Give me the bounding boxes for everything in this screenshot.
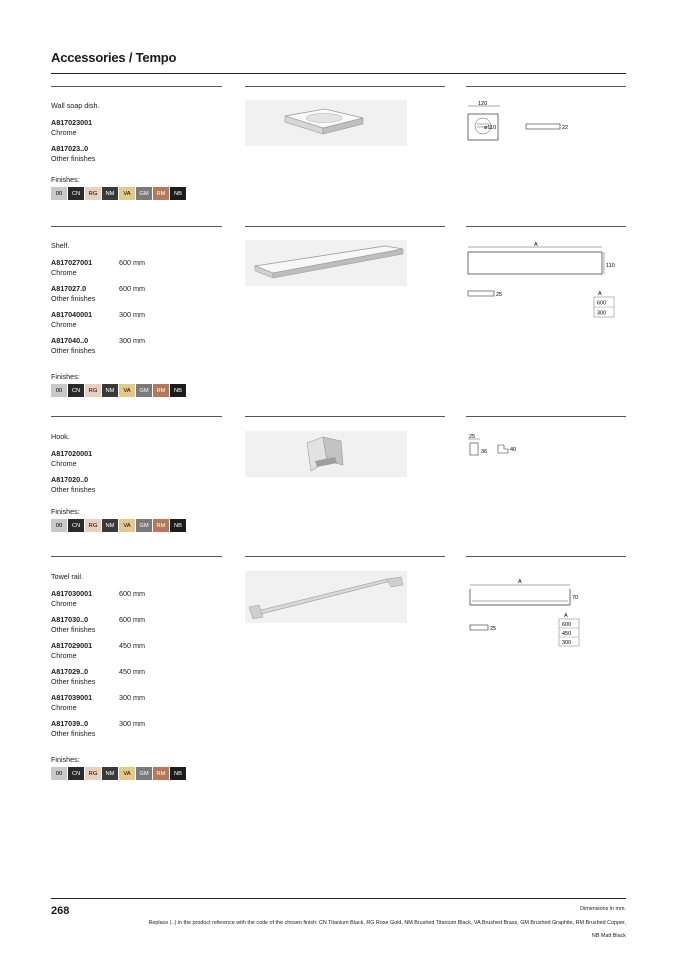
finish-swatch-nm: NM — [102, 384, 118, 397]
product-size: 300 mm — [119, 693, 145, 702]
product-size: 600 mm — [119, 589, 145, 598]
product-code: A817030001 — [51, 589, 93, 598]
dim-depth: 40 — [510, 447, 517, 453]
product-size: 300 mm — [119, 719, 145, 728]
dim-height: 70 — [572, 595, 579, 601]
finish-swatch-cn: CN — [68, 187, 84, 200]
product-row — [51, 615, 231, 641]
dim-width: 25 — [469, 434, 476, 440]
finish-note — [66, 917, 626, 943]
section-rule — [51, 226, 222, 227]
finish-swatch-00: 00 — [51, 187, 67, 200]
product-row — [51, 589, 231, 615]
finish-swatches — [51, 384, 231, 397]
finish-swatch-gm: GM — [136, 187, 152, 200]
finish-swatch-gm: GM — [136, 519, 152, 532]
product-desc: Other finishes — [51, 624, 96, 634]
section-rule — [245, 416, 445, 417]
product-size: 450 mm — [119, 667, 145, 676]
finish-swatch-nm: NM — [102, 767, 118, 780]
dim-height: 36 — [481, 449, 488, 455]
finish-swatch-va: VA — [119, 767, 135, 780]
shelf-drawing — [466, 240, 626, 320]
product-desc: Other finishes — [51, 484, 96, 494]
finish-swatch-cn: CN — [68, 767, 84, 780]
product-row — [51, 118, 231, 144]
product-row — [51, 719, 231, 745]
product-row — [51, 336, 231, 362]
finishes-label: Finishes: — [51, 372, 80, 381]
finish-swatch-nb: NB — [170, 767, 186, 780]
dim-diameter: ø110 — [484, 125, 497, 131]
product-desc: Chrome — [51, 267, 77, 277]
dim-a: A — [534, 242, 538, 248]
section-rule — [245, 556, 445, 557]
section-hook — [51, 432, 231, 532]
section-title: Wall soap dish. — [51, 101, 100, 110]
product-size: 600 mm — [119, 258, 145, 267]
finish-swatch-00: 00 — [51, 519, 67, 532]
product-code: A817030..0 — [51, 615, 89, 624]
dim-depth: 25 — [496, 292, 503, 298]
product-row — [51, 449, 231, 475]
title-rule — [51, 73, 626, 74]
product-desc: Other finishes — [51, 345, 96, 355]
hook-drawing — [466, 431, 626, 461]
product-row — [51, 641, 231, 667]
product-row — [51, 310, 231, 336]
finish-swatch-nm: NM — [102, 187, 118, 200]
product-desc: Other finishes — [51, 293, 96, 303]
product-code: A817023..0 — [51, 144, 89, 153]
soap-dish-drawing — [466, 100, 626, 146]
product-row — [51, 475, 231, 501]
hook-photo — [245, 431, 407, 477]
product-code: A817023001 — [51, 118, 93, 127]
section-rule — [51, 86, 222, 87]
section-shelf — [51, 241, 231, 397]
section-rule — [466, 226, 626, 227]
product-code: A817029001 — [51, 641, 93, 650]
finishes-label: Finishes: — [51, 507, 80, 516]
footer-rule — [51, 898, 626, 899]
finish-swatch-rm: RM — [153, 187, 169, 200]
table-cell: 300 — [597, 310, 607, 317]
finish-swatch-rm: RM — [153, 519, 169, 532]
product-row — [51, 284, 231, 310]
section-rule — [51, 416, 222, 417]
product-size: 600 mm — [119, 284, 145, 293]
finish-swatch-nb: NB — [170, 384, 186, 397]
section-rule — [466, 556, 626, 557]
dim-width: 120 — [478, 101, 488, 107]
dimensions-note: Dimensions in mm. — [580, 906, 626, 912]
dim-depth: 25 — [490, 626, 497, 632]
dim-a: A — [518, 579, 522, 585]
finish-swatch-va: VA — [119, 187, 135, 200]
table-cell: 600 — [597, 300, 607, 307]
page-title: Accessories / Tempo — [51, 50, 177, 65]
dim-height: 22 — [562, 125, 569, 131]
finish-swatch-00: 00 — [51, 767, 67, 780]
finish-swatch-rg: RG — [85, 519, 101, 532]
product-row — [51, 258, 231, 284]
finish-swatch-cn: CN — [68, 384, 84, 397]
product-code: A817039..0 — [51, 719, 89, 728]
finish-swatch-nb: NB — [170, 519, 186, 532]
section-rule — [466, 86, 626, 87]
table-cell: 300 — [562, 640, 572, 646]
finish-swatches — [51, 519, 231, 532]
product-desc: Chrome — [51, 319, 77, 329]
dim-height: 110 — [606, 263, 615, 269]
product-desc: Chrome — [51, 702, 77, 712]
finish-swatch-gm: GM — [136, 767, 152, 780]
product-desc: Other finishes — [51, 728, 96, 738]
product-code: A817029..0 — [51, 667, 89, 676]
product-size: 300 mm — [119, 310, 145, 319]
product-desc: Chrome — [51, 598, 77, 608]
product-code: A817027.0 — [51, 284, 87, 293]
product-desc: Chrome — [51, 650, 77, 660]
product-size: 600 mm — [119, 615, 145, 624]
finish-swatch-va: VA — [119, 519, 135, 532]
product-desc: Chrome — [51, 458, 77, 468]
finish-swatch-rm: RM — [153, 384, 169, 397]
shelf-photo — [245, 240, 407, 286]
product-size: 450 mm — [119, 641, 145, 650]
section-soap-dish — [51, 101, 231, 200]
product-desc: Other finishes — [51, 153, 96, 163]
table-head: A — [598, 291, 602, 297]
product-row — [51, 693, 231, 719]
finish-swatch-nm: NM — [102, 519, 118, 532]
section-title: Hook. — [51, 432, 70, 441]
product-code: A817040..0 — [51, 336, 89, 345]
finishes-label: Finishes: — [51, 755, 80, 764]
product-row — [51, 144, 231, 170]
finishes-label: Finishes: — [51, 175, 80, 184]
product-code: A817040001 — [51, 310, 93, 319]
finish-swatch-gm: GM — [136, 384, 152, 397]
section-rule — [245, 226, 445, 227]
towel-rail-drawing — [466, 571, 626, 651]
section-rule — [466, 416, 626, 417]
finish-swatch-rg: RG — [85, 187, 101, 200]
product-desc: Chrome — [51, 127, 77, 137]
finish-swatches — [51, 767, 231, 780]
soap-dish-photo — [245, 100, 407, 146]
product-code: A817039001 — [51, 693, 93, 702]
product-row — [51, 667, 231, 693]
finish-swatch-cn: CN — [68, 519, 84, 532]
section-rule — [245, 86, 445, 87]
section-title: Shelf. — [51, 241, 70, 250]
section-rule — [51, 556, 222, 557]
table-cell: 600 — [562, 622, 572, 628]
product-desc: Other finishes — [51, 676, 96, 686]
product-code: A817027001 — [51, 258, 93, 267]
finish-note-line: NB Matt Black — [591, 933, 626, 939]
towel-rail-photo — [245, 571, 407, 623]
finish-swatch-rg: RG — [85, 767, 101, 780]
finish-swatch-rm: RM — [153, 767, 169, 780]
table-head: A — [564, 613, 568, 619]
product-size: 300 mm — [119, 336, 145, 345]
section-title: Towel rail. — [51, 572, 83, 581]
table-cell: 450 — [562, 631, 572, 637]
finish-note-line: Replace (..) in the product reference with the code of the chosen finish: CN Titanium Black, RG Rose Gold, NM Brushed Titanium Black, VA Brushed Brass, GM Brushed Graphite, RM Brushed Copper, — [148, 920, 626, 926]
page-number: 268 — [51, 905, 70, 917]
finish-swatch-rg: RG — [85, 384, 101, 397]
finish-swatches — [51, 187, 231, 200]
finish-swatch-va: VA — [119, 384, 135, 397]
finish-swatch-nb: NB — [170, 187, 186, 200]
product-code: A817020001 — [51, 449, 93, 458]
finish-swatch-00: 00 — [51, 384, 67, 397]
section-towel-rail — [51, 572, 231, 780]
product-code: A817020..0 — [51, 475, 89, 484]
